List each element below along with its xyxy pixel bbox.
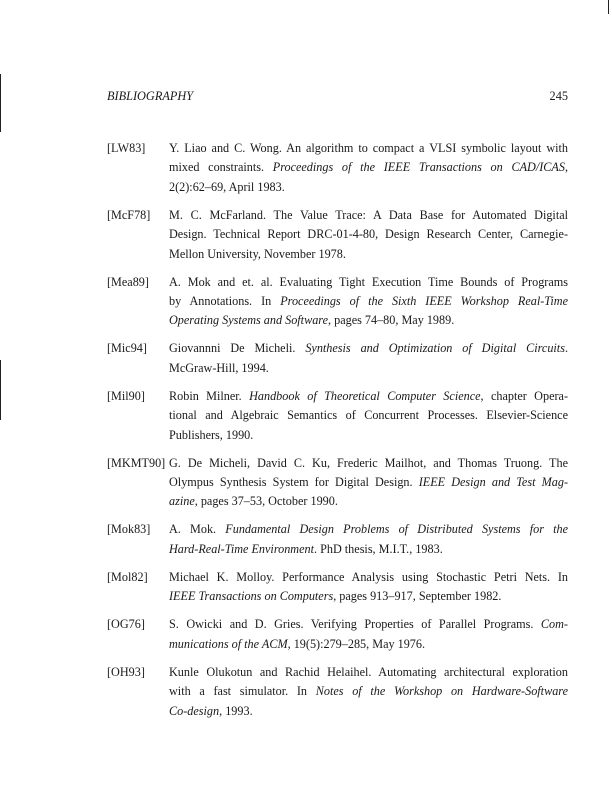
citation-text [169, 339, 568, 378]
citation-text-segment: M. C. McFarland. The Value Trace: A Data Base for Automated Digital [169, 207, 568, 222]
citation-text-segment: G. De Micheli, David C. Ku, Frederic Mailhot, and Thomas Truong. The [169, 455, 568, 470]
bibliography-entry [107, 520, 568, 559]
citation-key: [McF78] [107, 207, 151, 222]
scan-edge-mark [608, 0, 609, 14]
citation-key: [Mea89] [107, 274, 149, 289]
citation-text-segment: Mellon University, November 1978. [169, 246, 346, 261]
citation-text-segment: Robin Milner. [169, 388, 250, 403]
citation-line [169, 520, 568, 539]
bibliography-entry [107, 615, 568, 654]
citation-line [169, 206, 568, 225]
citation-text [169, 387, 568, 445]
citation-title-italic: Hard-Real-Time Environment [169, 541, 314, 556]
citation-title-italic: Com- [540, 617, 568, 632]
citation-text-segment: S. Owicki and D. Gries. Verifying Properties of Parallel Programs. [169, 617, 541, 632]
citation-line [169, 387, 568, 406]
citation-text [169, 139, 568, 197]
citation-title-italic: azine [169, 494, 195, 509]
citation-key: [Mic94] [107, 341, 147, 356]
citation-title-italic: Co-design [169, 703, 220, 718]
citation-line [169, 406, 568, 425]
citation-title-italic: munications of the ACM [169, 636, 288, 651]
citation-line [169, 426, 568, 445]
bibliography-entry [107, 387, 568, 445]
citation-text-segment: . [564, 341, 568, 356]
citation-text [169, 615, 568, 654]
citation-key: [MKMT90] [107, 455, 166, 470]
citation-line [169, 682, 568, 701]
citation-key: [OH93] [107, 664, 145, 679]
scan-edge-mark [0, 360, 1, 420]
bibliography-entry [107, 663, 568, 721]
citation-line [169, 492, 568, 511]
citation-line [169, 225, 568, 244]
citation-line [169, 615, 568, 634]
citation-key: [Mil90] [107, 388, 145, 403]
citation-key: [Mol82] [107, 569, 148, 584]
citation-line [169, 702, 568, 721]
bibliography-entry [107, 273, 568, 331]
citation-key: [Mok83] [107, 522, 151, 537]
bibliography-entry [107, 206, 568, 264]
citation-text-segment: Publishers, 1990. [169, 427, 254, 442]
citation-text-segment: Kunle Olukotun and Rachid Helaihel. Automating architectural exploration [169, 664, 568, 679]
citation-text-segment: A. Mok and et. al. Evaluating Tight Execution Time Bounds of Programs [169, 274, 568, 289]
citation-line [169, 158, 568, 177]
citation-title-italic: IEEE Design and Test Mag- [418, 475, 568, 490]
citation-line [169, 311, 568, 330]
citation-line [169, 359, 568, 378]
bibliography-entry [107, 454, 568, 512]
citation-line [169, 139, 568, 158]
citation-title-italic: Proceedings of the IEEE Transactions on CAD/ICAS [272, 160, 565, 175]
citation-text-segment: , pages 74–80, May 1989. [328, 313, 455, 328]
citation-line [169, 339, 568, 358]
citation-text-segment: mixed constraints. [169, 160, 273, 175]
citation-key: [OG76] [107, 617, 145, 632]
citation-text-segment: Giovannni De Micheli. [169, 341, 306, 356]
citation-text-segment: , [564, 160, 568, 175]
scan-edge-mark [0, 74, 1, 132]
citation-line [169, 568, 568, 587]
citation-text-segment: , pages 913–917, September 1982. [333, 589, 502, 604]
bibliography-entry [107, 339, 568, 378]
citation-text-segment: 2(2):62–69, April 1983. [169, 179, 285, 194]
bibliography-list [107, 139, 568, 730]
citation-line [169, 245, 568, 264]
citation-line [169, 663, 568, 682]
citation-text-segment: by Annotations. In [169, 294, 281, 309]
bibliography-entry [107, 568, 568, 607]
citation-text [169, 520, 568, 559]
citation-text-segment: Olympus Synthesis System for Digital Design. [169, 475, 419, 490]
citation-title-italic: Synthesis and Optimization of Digital Circuits [305, 341, 565, 356]
citation-title-italic: Fundamental Design Problems of Distributed Systems for the [225, 522, 568, 537]
citation-text-segment: A. Mok. [169, 522, 226, 537]
citation-text-segment: Design. Technical Report DRC-01-4-80, Design Research Center, Carnegie- [169, 227, 568, 242]
citation-text-segment: with a fast simulator. In [169, 684, 316, 699]
citation-line [169, 292, 568, 311]
citation-text [169, 206, 568, 264]
citation-title-italic: Operating Systems and Software [169, 313, 328, 328]
citation-line [169, 587, 568, 606]
running-header-title: BIBLIOGRAPHY [107, 89, 194, 103]
citation-text-segment: , chapter Opera- [480, 388, 569, 403]
citation-text [169, 273, 568, 331]
citation-title-italic: Notes of the Workshop on Hardware-Software [315, 684, 568, 699]
citation-text-segment: , 1993. [219, 703, 253, 718]
citation-line [169, 635, 568, 654]
citation-text-segment: Michael K. Molloy. Performance Analysis using Stochastic Petri Nets. In [169, 569, 568, 584]
citation-title-italic: Handbook of Theoretical Computer Science [249, 388, 481, 403]
bibliography-entry [107, 139, 568, 197]
citation-title-italic: Proceedings of the Sixth IEEE Workshop Real-Time [280, 294, 568, 309]
citation-text-segment: Y. Liao and C. Wong. An algorithm to compact a VLSI symbolic layout with [169, 141, 568, 155]
citation-text-segment: tional and Algebraic Semantics of Concurrent Processes. Elsevier-Science [169, 408, 568, 423]
citation-text-segment: McGraw-Hill, 1994. [169, 360, 269, 375]
citation-line [169, 540, 568, 559]
citation-key: [LW83] [107, 141, 146, 155]
citation-line [169, 178, 568, 197]
citation-title-italic: IEEE Transactions on Computers [169, 589, 334, 604]
citation-text [169, 454, 568, 512]
page-number: 245 [549, 89, 568, 103]
citation-line [169, 473, 568, 492]
citation-line [169, 273, 568, 292]
citation-text-segment: . PhD thesis, M.I.T., 1983. [313, 541, 443, 556]
citation-text [169, 568, 568, 607]
citation-text [169, 663, 568, 721]
citation-text-segment: , pages 37–53, October 1990. [194, 494, 338, 509]
citation-line [169, 454, 568, 473]
citation-text-segment: , 19(5):279–285, May 1976. [287, 636, 426, 651]
